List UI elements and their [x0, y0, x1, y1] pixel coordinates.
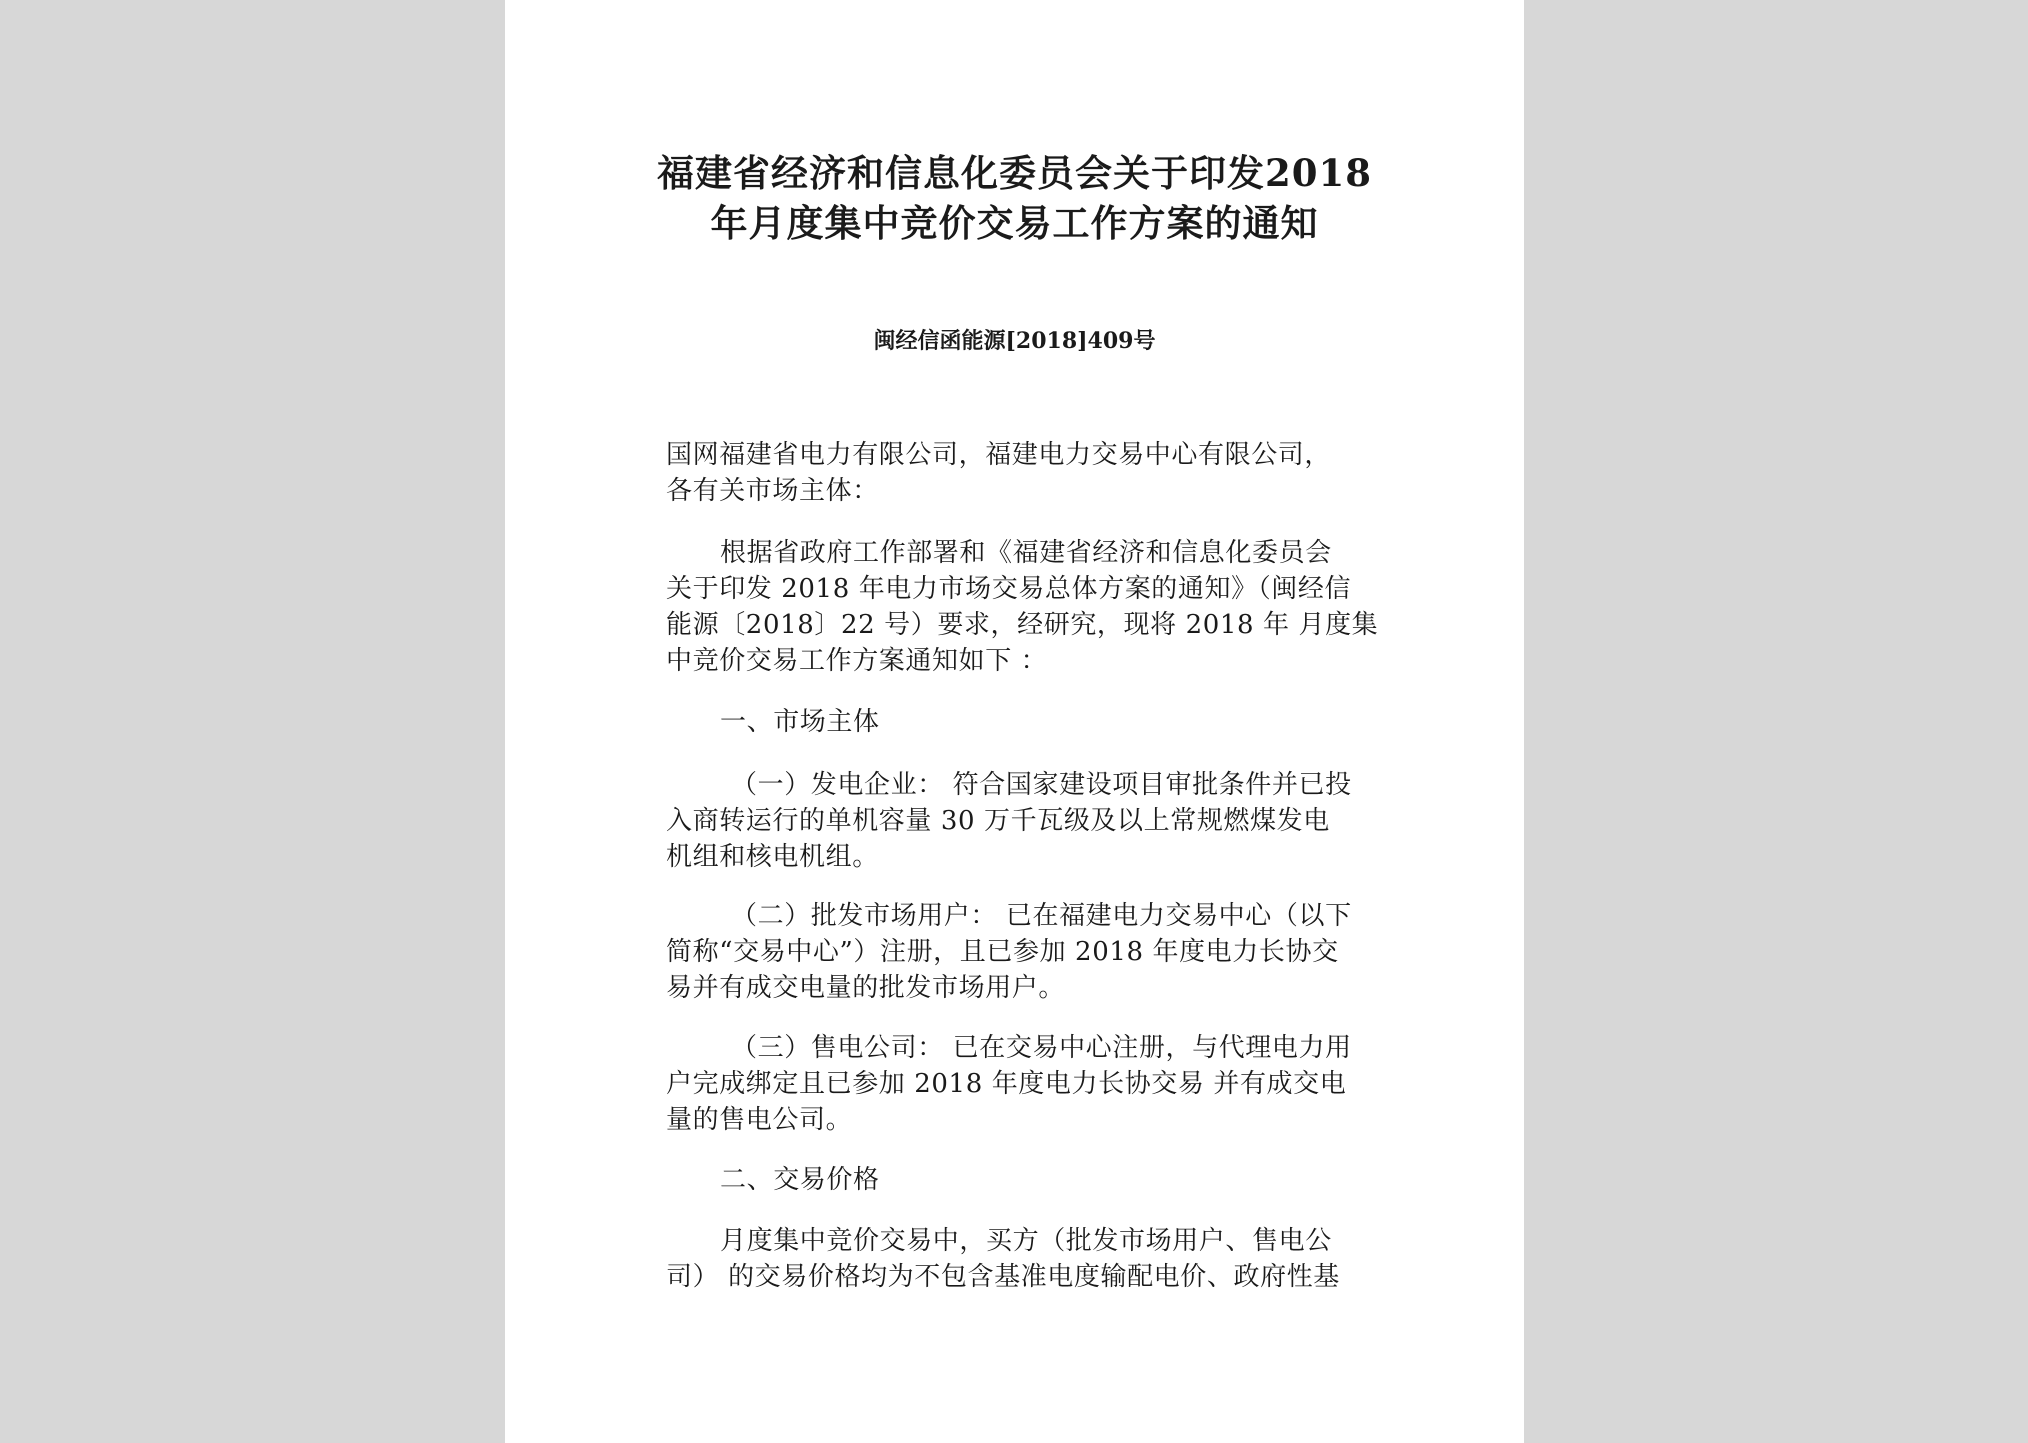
document-title-line-1: 福建省经济和信息化委员会关于印发2018 — [657, 151, 1372, 195]
intro-line-3: 能源〔2018〕22 号）要求，经研究，现将 2018 年 月度集 — [666, 610, 1379, 640]
section-2-para-line-1: 月度集中竞价交易中，买方（批发市场用户、售电公 — [720, 1226, 1332, 1256]
document-number: 闽经信函能源[2018]409号 — [873, 328, 1156, 354]
addressee-line-1: 国网福建省电力有限公司，福建电力交易中心有限公司， — [666, 440, 1332, 470]
intro-line-4: 中竞价交易工作方案通知如下 ： — [666, 646, 1048, 676]
item-2-line-2: 简称“交易中心”）注册，且已参加 2018 年度电力长协交 — [666, 937, 1339, 967]
item-1-line-2: 入商转运行的单机容量 30 万千瓦级及以上常规燃煤发电 — [666, 806, 1330, 836]
item-1-line-1: （一）发电企业： 符合国家建设项目审批条件并已投 — [731, 770, 1352, 800]
section-2-para-line-2: 司） 的交易价格均为不包含基准电度输配电价、政府性基 — [666, 1262, 1340, 1292]
document-page — [505, 0, 1524, 1443]
item-2-line-1: （二）批发市场用户： 已在福建电力交易中心（以下 — [731, 901, 1352, 931]
item-1-line-3: 机组和核电机组。 — [666, 842, 879, 872]
addressee-line-2: 各有关市场主体： — [666, 476, 879, 506]
section-1-heading: 一、市场主体 — [720, 707, 880, 737]
item-3-line-1: （三）售电公司： 已在交易中心注册，与代理电力用 — [731, 1033, 1352, 1063]
item-2-line-3: 易并有成交电量的批发市场用户。 — [666, 973, 1066, 1003]
item-3-line-2: 户完成绑定且已参加 2018 年度电力长协交易 并有成交电 — [666, 1069, 1347, 1099]
section-2-heading: 二、交易价格 — [720, 1165, 880, 1195]
document-title-line-2: 年月度集中竞价交易工作方案的通知 — [710, 201, 1319, 245]
intro-line-2: 关于印发 2018 年电力市场交易总体方案的通知》（闽经信 — [666, 574, 1352, 604]
item-3-line-3: 量的售电公司。 — [666, 1105, 853, 1135]
intro-line-1: 根据省政府工作部署和《福建省经济和信息化委员会 — [720, 538, 1332, 568]
